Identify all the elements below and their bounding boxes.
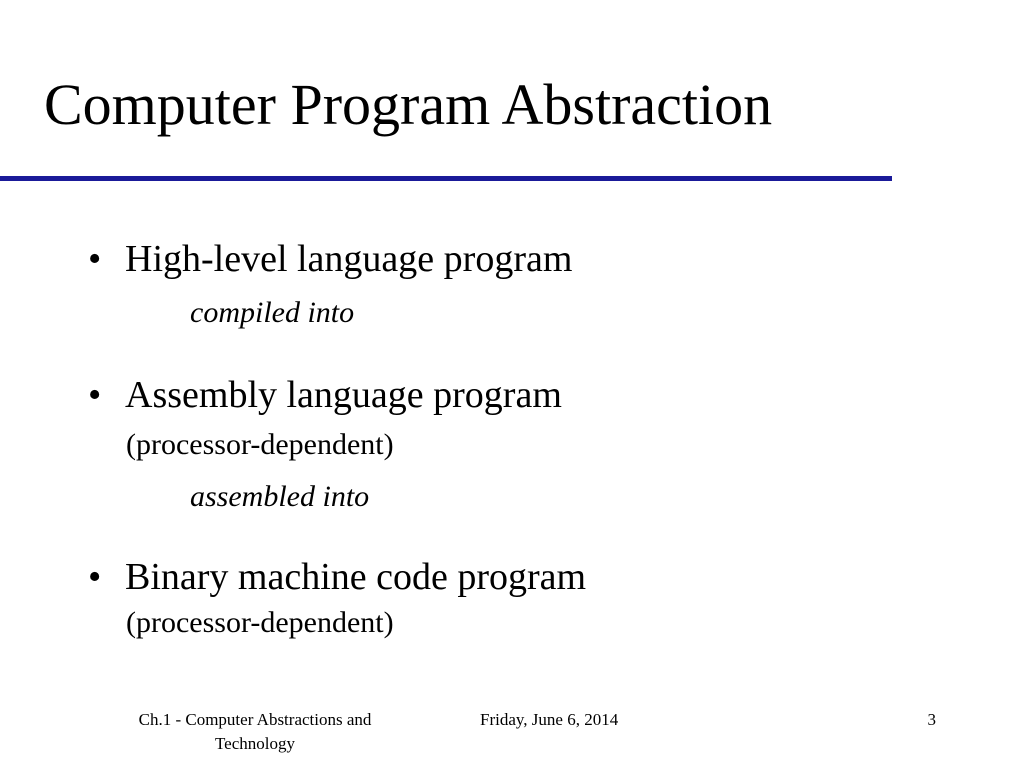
bullet-text: Assembly language program [125,374,562,416]
bullet-text: Binary machine code program [125,556,587,598]
bullet-icon: • [88,374,102,416]
note-binary-processor-dependent: (processor-dependent) [126,606,394,639]
footer-date: Friday, June 6, 2014 [480,710,619,729]
bullet-item-binary [88,558,586,596]
title-underline-rule [0,176,892,181]
bullet-item-high-level [88,240,572,278]
bullet-item-assembly [88,376,562,414]
bullet-icon: • [88,238,102,280]
footer-chapter-line-1: Ch.1 - Computer Abstractions and [138,710,372,729]
connector-compiled-into: compiled into [190,296,355,329]
bullet-icon: • [88,556,102,598]
bullet-text: High-level language program [125,238,573,280]
slide-title: Computer Program Abstraction [44,72,773,137]
footer-page-number: 3 [927,710,936,729]
note-assembly-processor-dependent: (processor-dependent) [126,428,394,461]
connector-assembled-into: assembled into [190,480,370,513]
footer-chapter-line-2: Technology [214,734,295,753]
footer-chapter-title [100,708,410,756]
